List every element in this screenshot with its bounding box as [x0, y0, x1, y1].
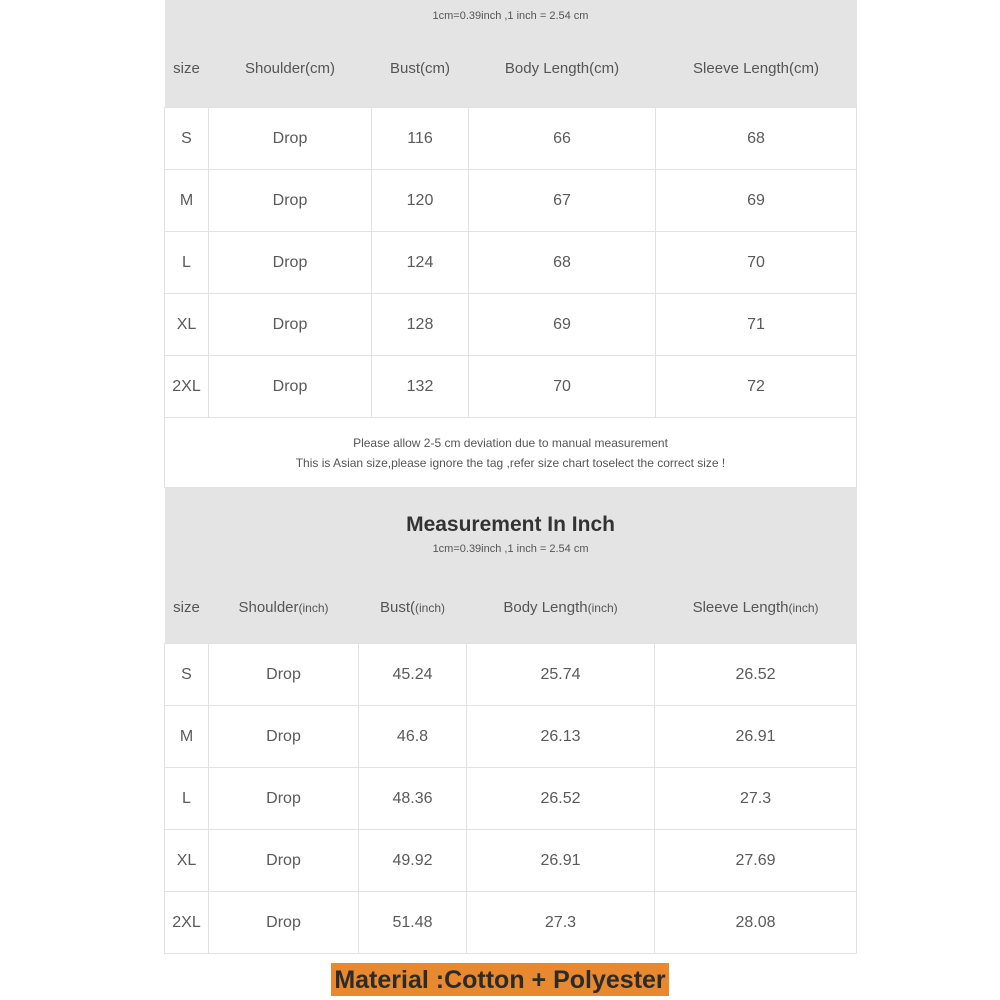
cell-bust: 116: [372, 108, 469, 170]
cell-body-length: 25.74: [467, 644, 655, 706]
cell-shoulder: Drop: [209, 706, 359, 768]
table-row: [165, 892, 857, 954]
cell-shoulder: Drop: [209, 232, 372, 294]
cell-sleeve-length: 70: [656, 232, 857, 294]
header-body-length: Body Length(inch): [467, 571, 655, 644]
cell-shoulder: Drop: [209, 294, 372, 356]
cell-shoulder: Drop: [209, 108, 372, 170]
cell-size: M: [165, 170, 209, 232]
table-row: [165, 644, 857, 706]
cell-size: S: [165, 644, 209, 706]
deviation-note: Please allow 2-5 cm deviation due to manual measurement: [353, 435, 668, 450]
cell-size: XL: [165, 294, 209, 356]
cell-size: L: [165, 232, 209, 294]
cell-sleeve-length: 26.91: [655, 706, 857, 768]
cell-shoulder: Drop: [209, 892, 359, 954]
table-row: [165, 356, 857, 418]
table-row: [165, 294, 857, 356]
table-row: [165, 768, 857, 830]
header-shoulder: Shoulder(cm): [209, 30, 372, 108]
cell-body-length: 26.13: [467, 706, 655, 768]
cell-sleeve-length: 26.52: [655, 644, 857, 706]
table-row: [165, 232, 857, 294]
cell-sleeve-length: 28.08: [655, 892, 857, 954]
material-banner: [0, 963, 1000, 996]
cell-body-length: 26.91: [467, 830, 655, 892]
table-row: [165, 170, 857, 232]
header-sleeve-length: Sleeve Length(cm): [656, 30, 857, 108]
cell-bust: 51.48: [359, 892, 467, 954]
cell-sleeve-length: 68: [656, 108, 857, 170]
conversion-banner-row: [165, 0, 857, 30]
cell-body-length: 27.3: [467, 892, 655, 954]
cell-bust: 128: [372, 294, 469, 356]
header-size: size: [165, 571, 209, 644]
header-bust: Bust((inch): [359, 571, 467, 644]
cell-body-length: 69: [469, 294, 656, 356]
inch-title-banner: [165, 488, 857, 571]
cell-bust: 124: [372, 232, 469, 294]
conversion-note: 1cm=0.39inch ,1 inch = 2.54 cm: [432, 10, 589, 22]
header-shoulder: Shoulder(inch): [209, 571, 359, 644]
cell-shoulder: Drop: [209, 644, 359, 706]
cell-bust: 45.24: [359, 644, 467, 706]
header-bust: Bust(cm): [372, 30, 469, 108]
cell-size: M: [165, 706, 209, 768]
table-row: [165, 706, 857, 768]
cell-sleeve-length: 72: [656, 356, 857, 418]
cell-shoulder: Drop: [209, 170, 372, 232]
cell-shoulder: Drop: [209, 830, 359, 892]
cell-body-length: 68: [469, 232, 656, 294]
cell-size: XL: [165, 830, 209, 892]
conversion-banner: [165, 0, 857, 30]
cell-bust: 49.92: [359, 830, 467, 892]
cell-bust: 48.36: [359, 768, 467, 830]
cell-bust: 120: [372, 170, 469, 232]
size-table-cm: [164, 0, 857, 488]
cell-size: 2XL: [165, 892, 209, 954]
cell-size: S: [165, 108, 209, 170]
table-row: [165, 108, 857, 170]
cell-sleeve-length: 69: [656, 170, 857, 232]
conversion-note: 1cm=0.39inch ,1 inch = 2.54 cm: [432, 542, 589, 555]
material-label: Material :Cotton + Polyester: [331, 963, 668, 996]
cell-sleeve-length: 27.69: [655, 830, 857, 892]
cell-body-length: 67: [469, 170, 656, 232]
cell-sleeve-length: 71: [656, 294, 857, 356]
deviation-notes: [165, 418, 857, 488]
inch-title-row: [165, 488, 857, 571]
size-table-inch: [164, 488, 857, 954]
cell-shoulder: Drop: [209, 356, 372, 418]
cell-bust: 46.8: [359, 706, 467, 768]
cell-size: L: [165, 768, 209, 830]
cell-shoulder: Drop: [209, 768, 359, 830]
cell-sleeve-length: 27.3: [655, 768, 857, 830]
cell-body-length: 26.52: [467, 768, 655, 830]
header-body-length: Body Length(cm): [469, 30, 656, 108]
header-size: size: [165, 30, 209, 108]
table-header-row: [165, 30, 857, 108]
size-chart: [164, 0, 856, 954]
cell-body-length: 70: [469, 356, 656, 418]
cell-body-length: 66: [469, 108, 656, 170]
asian-size-note: This is Asian size,please ignore the tag ,refer size chart toselect the correct size !: [295, 455, 726, 470]
table-header-row: [165, 571, 857, 644]
notes-row: [165, 418, 857, 488]
cell-size: 2XL: [165, 356, 209, 418]
header-sleeve-length: Sleeve Length(inch): [655, 571, 857, 644]
cell-bust: 132: [372, 356, 469, 418]
table-row: [165, 830, 857, 892]
section-title: Measurement In Inch: [406, 512, 615, 536]
